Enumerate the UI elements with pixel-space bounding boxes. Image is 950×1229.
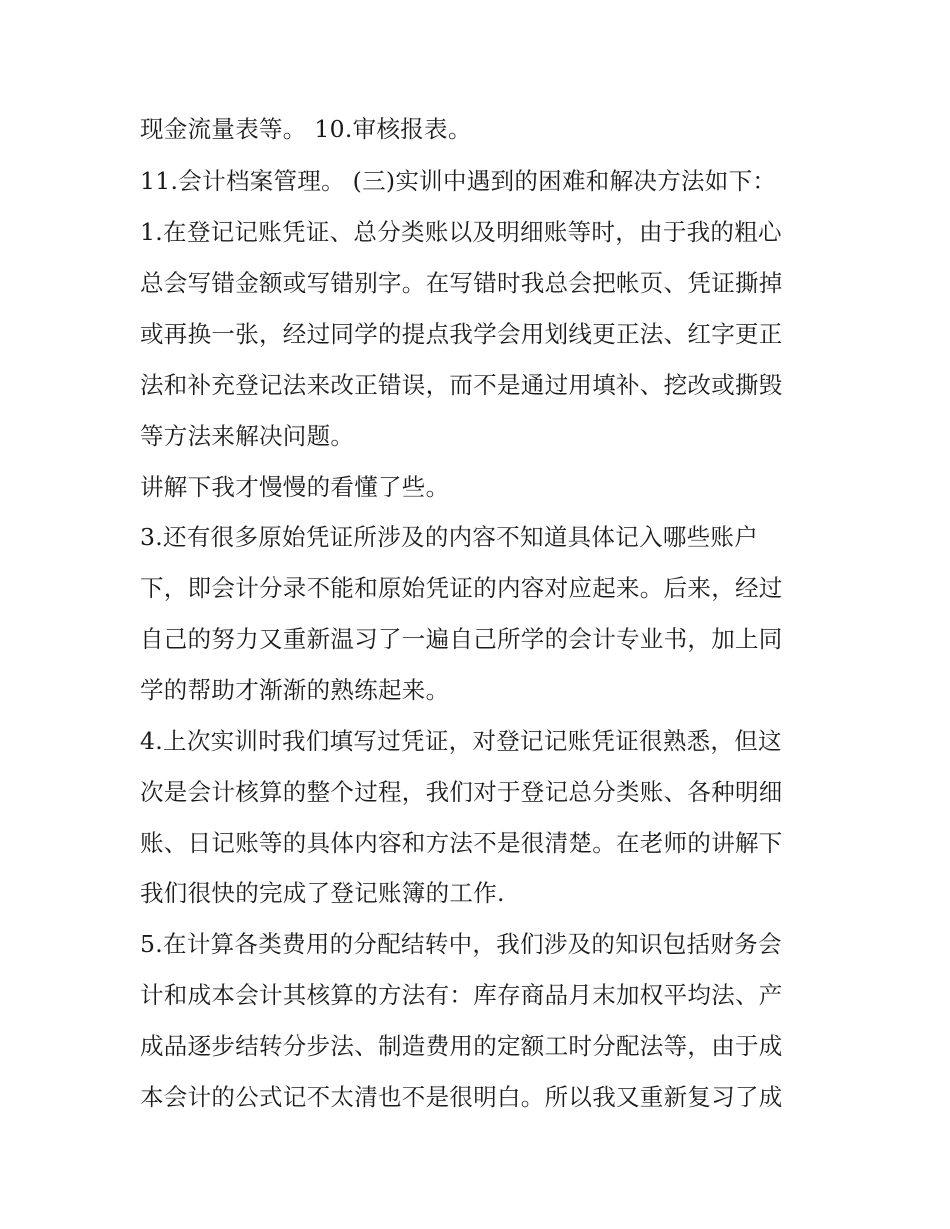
text-line: 总会写错金额或写错别字。在写错时我总会把帐页、凭证撕掉 xyxy=(140,269,783,297)
text-line: 现金流量表等。 10.审核报表。 xyxy=(140,115,472,143)
text-line: 学的帮助才渐渐的熟练起来。 xyxy=(140,676,450,704)
text-line: 11.会计档案管理。 (三)实训中遇到的困难和解决方法如下： xyxy=(140,167,777,195)
text-line: 下，即会计分录不能和原始凭证的内容对应起来。后来，经过 xyxy=(140,574,783,602)
text-line: 自己的努力又重新温习了一遍自己所学的会计专业书，加上同 xyxy=(140,625,783,653)
text-line: 我们很快的完成了登记账簿的工作. xyxy=(140,879,505,907)
text-line: 成品逐步结转分步法、制造费用的定额工时分配法等，由于成 xyxy=(140,1032,783,1060)
text-line: 计和成本会计其核算的方法有：库存商品月末加权平均法、产 xyxy=(140,981,783,1009)
text-line: 等方法来解决问题。 xyxy=(140,422,355,450)
text-line: 法和补充登记法来改正错误，而不是通过用填补、挖改或撕毁 xyxy=(140,371,783,399)
text-line: 本会计的公式记不太清也不是很明白。所以我又重新复习了成 xyxy=(140,1083,783,1111)
text-line: 1.在登记记账凭证、总分类账以及明细账等时，由于我的粗心 xyxy=(140,218,782,246)
text-line: 次是会计核算的整个过程，我们对于登记总分类账、各种明细 xyxy=(140,778,783,806)
text-line: 5.在计算各类费用的分配结转中，我们涉及的知识包括财务会 xyxy=(140,930,782,958)
text-line: 3.还有很多原始凭证所涉及的内容不知道具体记入哪些账户 xyxy=(140,523,759,551)
text-line: 讲解下我才慢慢的看懂了些。 xyxy=(140,473,450,501)
text-line: 4.上次实训时我们填写过凭证，对登记记账凭证很熟悉，但这 xyxy=(140,727,782,755)
text-line: 账、日记账等的具体内容和方法不是很清楚。在老师的讲解下 xyxy=(140,829,783,857)
text-line: 或再换一张，经过同学的提点我学会用划线更正法、红字更正 xyxy=(140,320,783,348)
